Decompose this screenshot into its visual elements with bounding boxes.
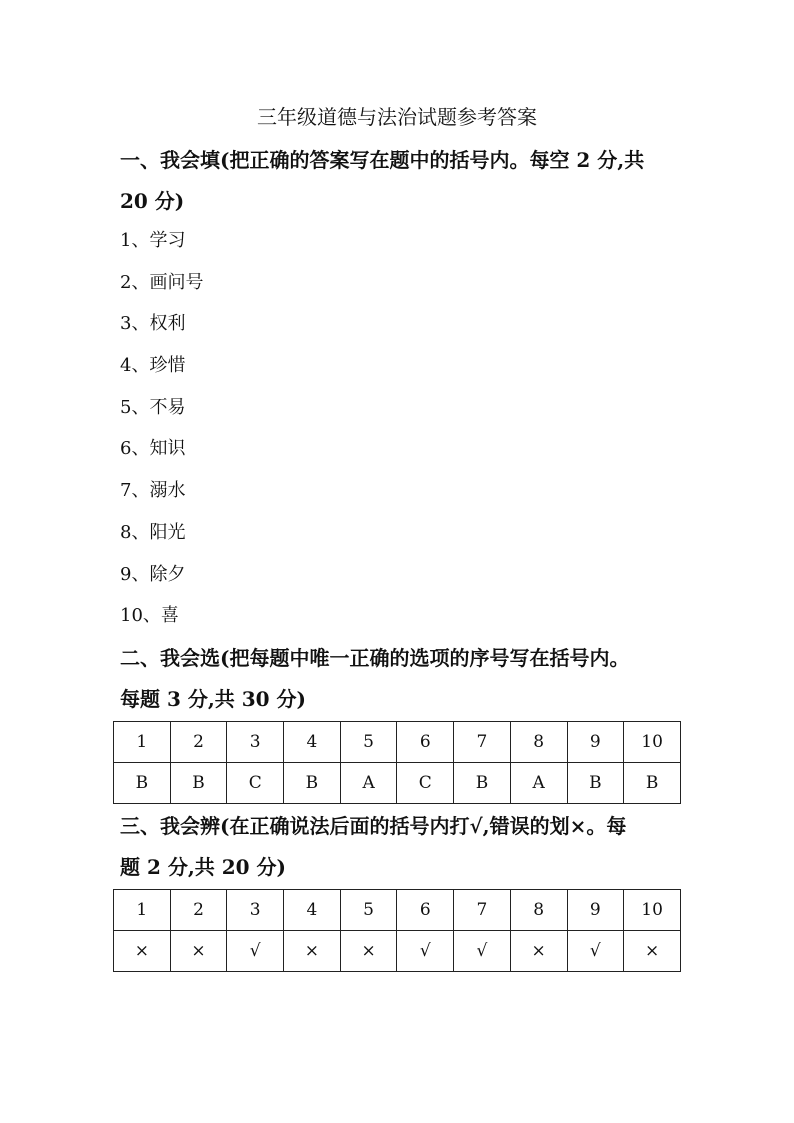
question-number-cell: 3 <box>227 722 284 763</box>
question-number-cell: 2 <box>170 890 227 931</box>
question-number-cell: 7 <box>454 722 511 763</box>
question-number-cell: 8 <box>510 722 567 763</box>
list-item: 6、知识 <box>120 438 186 460</box>
answer-cell: B <box>114 763 171 804</box>
answer-cell: √ <box>567 931 624 972</box>
answer-cell: √ <box>397 931 454 972</box>
list-item: 8、阳光 <box>120 521 186 543</box>
question-number-cell: 2 <box>170 722 227 763</box>
question-number-cell: 10 <box>624 890 681 931</box>
answer-cell: B <box>170 763 227 804</box>
section2-answer-table <box>113 721 681 804</box>
list-item: 2、画问号 <box>120 271 204 293</box>
section1-heading-line2: 20 分) <box>120 189 185 213</box>
question-number-cell: 4 <box>284 890 341 931</box>
answer-cell: × <box>170 931 227 972</box>
list-item: 9、除夕 <box>120 563 186 585</box>
section3-answer-table <box>113 889 681 972</box>
question-number-cell: 8 <box>510 890 567 931</box>
list-item: 3、权利 <box>120 313 186 335</box>
question-number-cell: 1 <box>114 890 171 931</box>
question-number-cell: 7 <box>454 890 511 931</box>
answer-cell: C <box>227 763 284 804</box>
question-number-cell: 3 <box>227 890 284 931</box>
answer-cell: √ <box>454 931 511 972</box>
question-number-cell: 4 <box>284 722 341 763</box>
section3-heading-line1: 三、我会辨(在正确说法后面的括号内打√,错误的划×。每 <box>120 814 627 838</box>
section2-heading-line1: 二、我会选(把每题中唯一正确的选项的序号写在括号内。 <box>120 646 630 670</box>
answer-cell: B <box>454 763 511 804</box>
answer-cell: × <box>114 931 171 972</box>
list-item: 4、珍惜 <box>120 355 186 377</box>
answer-cell: A <box>510 763 567 804</box>
table-row <box>114 890 681 931</box>
section3-heading-line2: 题 2 分,共 20 分) <box>120 855 287 879</box>
answer-cell: × <box>284 931 341 972</box>
question-number-cell: 6 <box>397 890 454 931</box>
answer-cell: × <box>340 931 397 972</box>
question-number-cell: 1 <box>114 722 171 763</box>
section2-heading-line2: 每题 3 分,共 30 分) <box>120 687 307 711</box>
list-item: 7、溺水 <box>120 480 186 502</box>
table-row <box>114 763 681 804</box>
question-number-cell: 5 <box>340 890 397 931</box>
list-item: 5、不易 <box>120 396 186 418</box>
answer-cell: × <box>624 931 681 972</box>
question-number-cell: 10 <box>624 722 681 763</box>
list-item: 1、学习 <box>120 230 186 251</box>
table-row <box>114 722 681 763</box>
question-number-cell: 6 <box>397 722 454 763</box>
question-number-cell: 5 <box>340 722 397 763</box>
question-number-cell: 9 <box>567 722 624 763</box>
table-row <box>114 931 681 972</box>
answer-cell: C <box>397 763 454 804</box>
answer-cell: B <box>624 763 681 804</box>
section1-answer-list <box>120 220 203 637</box>
answer-cell: B <box>567 763 624 804</box>
answer-cell: √ <box>227 931 284 972</box>
answer-cell: × <box>510 931 567 972</box>
section1-heading-line1: 一、我会填(把正确的答案写在题中的括号内。每空 2 分,共 <box>120 148 645 172</box>
list-item: 10、喜 <box>120 605 179 627</box>
answer-cell: B <box>284 763 341 804</box>
page-title: 三年级道德与法治试题参考答案 <box>257 105 537 129</box>
answer-cell: A <box>340 763 397 804</box>
question-number-cell: 9 <box>567 890 624 931</box>
